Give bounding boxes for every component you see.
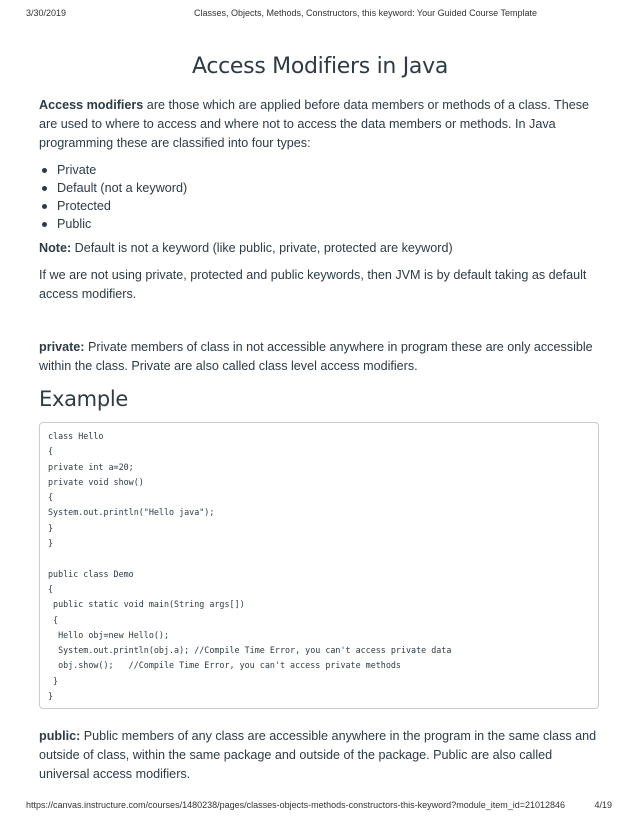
note-text: Default is not a keyword (like public, private, protected are keyword) [71,241,453,255]
page-title: Access Modifiers in Java [191,54,449,79]
code-line [48,551,590,566]
bullet-icon [42,222,47,227]
code-line: private void show() [48,476,144,487]
code-line: System.out.println("Hello java"); [48,507,215,518]
note-label: Note: [39,241,72,255]
code-line: System.out.println(obj.a); //Compile Time Error, you can't access private data [48,645,452,656]
list-item-label: Protected [57,199,111,213]
print-document-title: Classes, Objects, Methods, Constructors, this keyword: Your Guided Course Template [194,8,537,18]
intro-bold-term: Access modifiers [39,98,144,112]
code-line: } [48,691,54,702]
code-line: } [48,522,54,533]
private-label: private: [39,340,85,354]
list-item [57,197,601,215]
code-line: public class Demo [48,568,134,579]
public-label: public: [39,729,81,744]
bullet-icon [42,168,47,173]
code-line: { [48,614,59,625]
page-content [39,52,601,784]
intro-text: are those which are applied before data members or methods of a class. These are used to where to access and where not to access the data members or methods. In Java programming these are classified into four types: [39,98,590,150]
list-item [57,215,601,233]
private-paragraph [39,338,601,376]
bullet-icon [42,204,47,209]
page-number: 4/19 [594,800,612,810]
code-line: private int a=20; [48,461,134,472]
example-heading: Example [39,387,129,411]
code-line: { [48,446,54,457]
code-line: { [48,492,54,503]
code-line: { [48,583,54,594]
list-item-label: Public [57,217,92,231]
page-url-link[interactable]: https://canvas.instructure.com/courses/1480238/pages/classes-objects-methods-constructors-this-keyword?module_item_id=21012846 [26,800,566,810]
print-date: 3/30/2019 [26,8,67,18]
note-paragraph [39,239,601,258]
code-line: obj.show(); //Compile Time Error, you can't access private methods [48,660,401,671]
modifier-types-list [39,161,601,233]
bullet-icon [42,186,47,191]
intro-paragraph [39,96,601,153]
print-header [0,8,638,22]
code-line: Hello obj=new Hello(); [48,629,170,640]
private-text: Private members of class in not accessible anywhere in program these are only accessible within the class. Private are also called class level access modifiers. [39,340,593,373]
list-item-label: Default (not a keyword) [57,181,188,195]
print-footer [0,800,638,814]
list-item [57,179,601,197]
code-line: class Hello [48,431,104,441]
public-paragraph [39,727,601,784]
public-text: Public members of any class are accessible anywhere in the program in the same class and outside of class, within the same package and outside of the package. Public are also called universal access modifiers. [39,729,597,782]
code-line: } [48,675,59,686]
code-block [39,422,599,709]
list-item [57,161,601,179]
list-item-label: Private [57,163,97,177]
code-line: } [48,538,54,549]
jvm-default-paragraph: If we are not using private, protected and public keywords, then JVM is by default taking as default access modifiers. [39,268,587,301]
code-line: public static void main(String args[]) [48,599,245,610]
